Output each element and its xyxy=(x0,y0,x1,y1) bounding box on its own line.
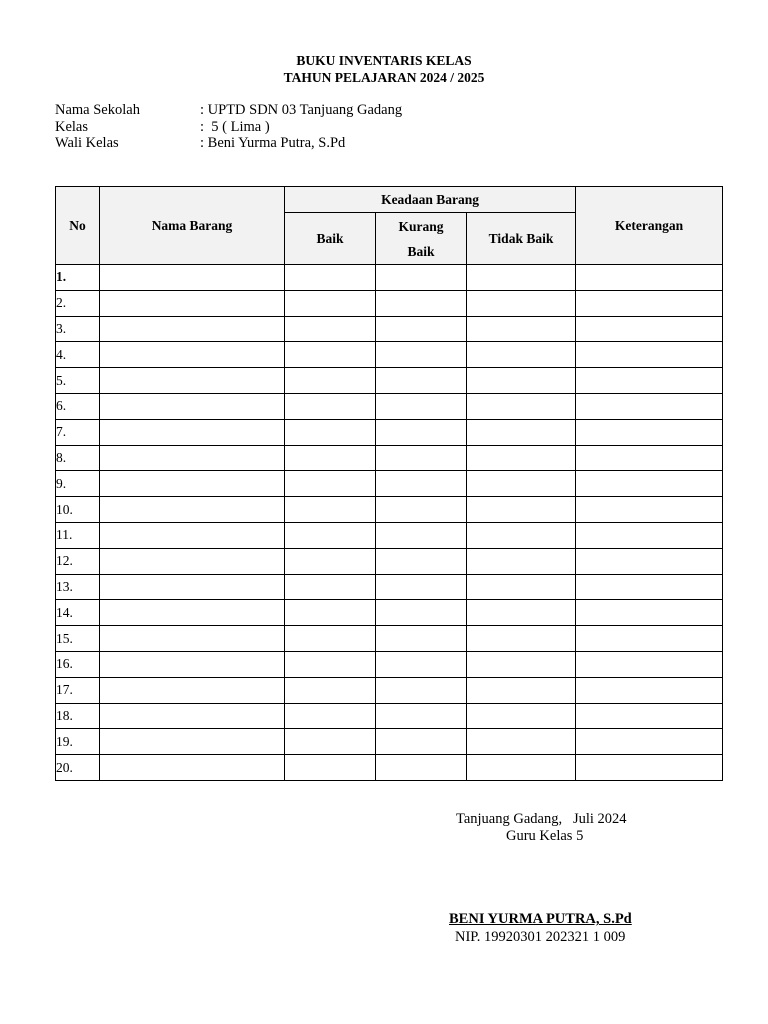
cell-kurang-baik xyxy=(376,626,467,652)
cell-keterangan xyxy=(576,316,723,342)
cell-kurang-baik xyxy=(376,497,467,523)
cell-no: 20. xyxy=(56,755,100,781)
cell-tidak-baik xyxy=(467,445,576,471)
cell-kurang-baik xyxy=(376,677,467,703)
cell-baik xyxy=(285,522,376,548)
cell-no: 4. xyxy=(56,342,100,368)
cell-nama-barang xyxy=(100,471,285,497)
cell-baik xyxy=(285,368,376,394)
cell-kurang-baik xyxy=(376,368,467,394)
cell-baik xyxy=(285,316,376,342)
cell-nama-barang xyxy=(100,626,285,652)
cell-keterangan xyxy=(576,445,723,471)
cell-no: 10. xyxy=(56,497,100,523)
table-row xyxy=(56,265,723,291)
cell-kurang-baik xyxy=(376,419,467,445)
cell-kurang-baik xyxy=(376,316,467,342)
cell-no: 6. xyxy=(56,393,100,419)
cell-nama-barang xyxy=(100,419,285,445)
cell-kurang-baik xyxy=(376,445,467,471)
table-row xyxy=(56,677,723,703)
header-kurang-line1: Kurang xyxy=(398,218,444,234)
cell-no: 15. xyxy=(56,626,100,652)
cell-nama-barang xyxy=(100,393,285,419)
cell-keterangan xyxy=(576,393,723,419)
cell-baik xyxy=(285,600,376,626)
cell-tidak-baik xyxy=(467,574,576,600)
cell-nama-barang xyxy=(100,755,285,781)
cell-baik xyxy=(285,651,376,677)
cell-kurang-baik xyxy=(376,393,467,419)
cell-keterangan xyxy=(576,755,723,781)
cell-baik xyxy=(285,729,376,755)
cell-tidak-baik xyxy=(467,703,576,729)
signature-place-date: Tanjuang Gadang, Juli 2024 xyxy=(456,811,627,827)
table-row xyxy=(56,703,723,729)
cell-kurang-baik xyxy=(376,342,467,368)
cell-no: 7. xyxy=(56,419,100,445)
cell-tidak-baik xyxy=(467,265,576,291)
table-row xyxy=(56,626,723,652)
cell-keterangan xyxy=(576,522,723,548)
cell-keterangan xyxy=(576,342,723,368)
table-row xyxy=(56,342,723,368)
cell-baik xyxy=(285,342,376,368)
cell-keterangan xyxy=(576,600,723,626)
header-no: No xyxy=(56,187,100,265)
cell-no: 9. xyxy=(56,471,100,497)
cell-tidak-baik xyxy=(467,342,576,368)
cell-keterangan xyxy=(576,677,723,703)
cell-nama-barang xyxy=(100,729,285,755)
cell-baik xyxy=(285,265,376,291)
cell-baik xyxy=(285,419,376,445)
cell-kurang-baik xyxy=(376,703,467,729)
document-title: BUKU INVENTARIS KELAS xyxy=(296,53,472,68)
cell-nama-barang xyxy=(100,703,285,729)
table-row xyxy=(56,755,723,781)
table-row xyxy=(56,729,723,755)
cell-baik xyxy=(285,703,376,729)
signature-name: BENI YURMA PUTRA, S.Pd xyxy=(449,911,632,927)
cell-baik xyxy=(285,290,376,316)
cell-kurang-baik xyxy=(376,574,467,600)
cell-kurang-baik xyxy=(376,548,467,574)
table-row xyxy=(56,419,723,445)
cell-no: 2. xyxy=(56,290,100,316)
cell-nama-barang xyxy=(100,445,285,471)
cell-tidak-baik xyxy=(467,651,576,677)
table-row xyxy=(56,497,723,523)
cell-nama-barang xyxy=(100,522,285,548)
cell-kurang-baik xyxy=(376,290,467,316)
header-keterangan: Keterangan xyxy=(576,187,723,265)
inventory-table-body xyxy=(56,265,723,781)
info-label-class: Kelas xyxy=(55,119,89,135)
header-kurang-line2: Baik xyxy=(407,243,435,259)
cell-keterangan xyxy=(576,703,723,729)
cell-no: 3. xyxy=(56,316,100,342)
header-baik: Baik xyxy=(285,213,376,265)
document-subtitle: TAHUN PELAJARAN 2024 / 2025 xyxy=(283,70,485,85)
table-row xyxy=(56,522,723,548)
cell-kurang-baik xyxy=(376,471,467,497)
cell-tidak-baik xyxy=(467,600,576,626)
cell-tidak-baik xyxy=(467,290,576,316)
cell-nama-barang xyxy=(100,342,285,368)
cell-nama-barang xyxy=(100,677,285,703)
cell-keterangan xyxy=(576,729,723,755)
cell-keterangan xyxy=(576,290,723,316)
table-row xyxy=(56,574,723,600)
cell-no: 14. xyxy=(56,600,100,626)
info-value-school: : UPTD SDN 03 Tanjuang Gadang xyxy=(200,102,403,118)
cell-no: 5. xyxy=(56,368,100,394)
cell-no: 13. xyxy=(56,574,100,600)
cell-keterangan xyxy=(576,651,723,677)
cell-keterangan xyxy=(576,574,723,600)
cell-kurang-baik xyxy=(376,729,467,755)
cell-no: 19. xyxy=(56,729,100,755)
info-value-class: : 5 ( Lima ) xyxy=(200,119,270,135)
cell-keterangan xyxy=(576,265,723,291)
cell-tidak-baik xyxy=(467,729,576,755)
cell-tidak-baik xyxy=(467,677,576,703)
cell-nama-barang xyxy=(100,316,285,342)
cell-no: 18. xyxy=(56,703,100,729)
header-tidak-baik: Tidak Baik xyxy=(467,213,576,265)
cell-baik xyxy=(285,497,376,523)
cell-tidak-baik xyxy=(467,393,576,419)
cell-keterangan xyxy=(576,471,723,497)
header-kurang-baik xyxy=(376,213,467,265)
table-row xyxy=(56,368,723,394)
table-row xyxy=(56,548,723,574)
table-row xyxy=(56,290,723,316)
cell-nama-barang xyxy=(100,548,285,574)
cell-tidak-baik xyxy=(467,368,576,394)
table-row xyxy=(56,471,723,497)
cell-nama-barang xyxy=(100,368,285,394)
cell-nama-barang xyxy=(100,574,285,600)
cell-nama-barang xyxy=(100,290,285,316)
cell-baik xyxy=(285,393,376,419)
table-row xyxy=(56,316,723,342)
info-value-teacher: : Beni Yurma Putra, S.Pd xyxy=(200,135,346,151)
table-row xyxy=(56,393,723,419)
cell-baik xyxy=(285,548,376,574)
cell-baik xyxy=(285,445,376,471)
table-row xyxy=(56,651,723,677)
inventory-table xyxy=(55,186,723,781)
cell-tidak-baik xyxy=(467,548,576,574)
cell-keterangan xyxy=(576,419,723,445)
cell-tidak-baik xyxy=(467,626,576,652)
cell-keterangan xyxy=(576,368,723,394)
signature-nip: NIP. 19920301 202321 1 009 xyxy=(455,929,626,945)
cell-keterangan xyxy=(576,548,723,574)
cell-kurang-baik xyxy=(376,265,467,291)
cell-kurang-baik xyxy=(376,600,467,626)
cell-kurang-baik xyxy=(376,522,467,548)
cell-tidak-baik xyxy=(467,497,576,523)
cell-kurang-baik xyxy=(376,651,467,677)
cell-nama-barang xyxy=(100,600,285,626)
cell-tidak-baik xyxy=(467,522,576,548)
cell-no: 17. xyxy=(56,677,100,703)
cell-tidak-baik xyxy=(467,419,576,445)
cell-nama-barang xyxy=(100,497,285,523)
table-row xyxy=(56,600,723,626)
header-keadaan-barang: Keadaan Barang xyxy=(285,187,576,213)
table-row xyxy=(56,445,723,471)
cell-no: 16. xyxy=(56,651,100,677)
cell-baik xyxy=(285,574,376,600)
cell-keterangan xyxy=(576,626,723,652)
info-label-teacher: Wali Kelas xyxy=(55,135,119,151)
cell-baik xyxy=(285,677,376,703)
cell-nama-barang xyxy=(100,265,285,291)
cell-no: 11. xyxy=(56,522,100,548)
cell-no: 12. xyxy=(56,548,100,574)
info-label-school: Nama Sekolah xyxy=(55,102,140,118)
cell-kurang-baik xyxy=(376,755,467,781)
cell-tidak-baik xyxy=(467,471,576,497)
cell-baik xyxy=(285,626,376,652)
cell-baik xyxy=(285,755,376,781)
cell-nama-barang xyxy=(100,651,285,677)
cell-no: 1. xyxy=(56,265,100,291)
cell-tidak-baik xyxy=(467,755,576,781)
cell-baik xyxy=(285,471,376,497)
cell-no: 8. xyxy=(56,445,100,471)
header-nama-barang: Nama Barang xyxy=(100,187,285,265)
cell-tidak-baik xyxy=(467,316,576,342)
signature-role: Guru Kelas 5 xyxy=(506,828,584,844)
cell-keterangan xyxy=(576,497,723,523)
